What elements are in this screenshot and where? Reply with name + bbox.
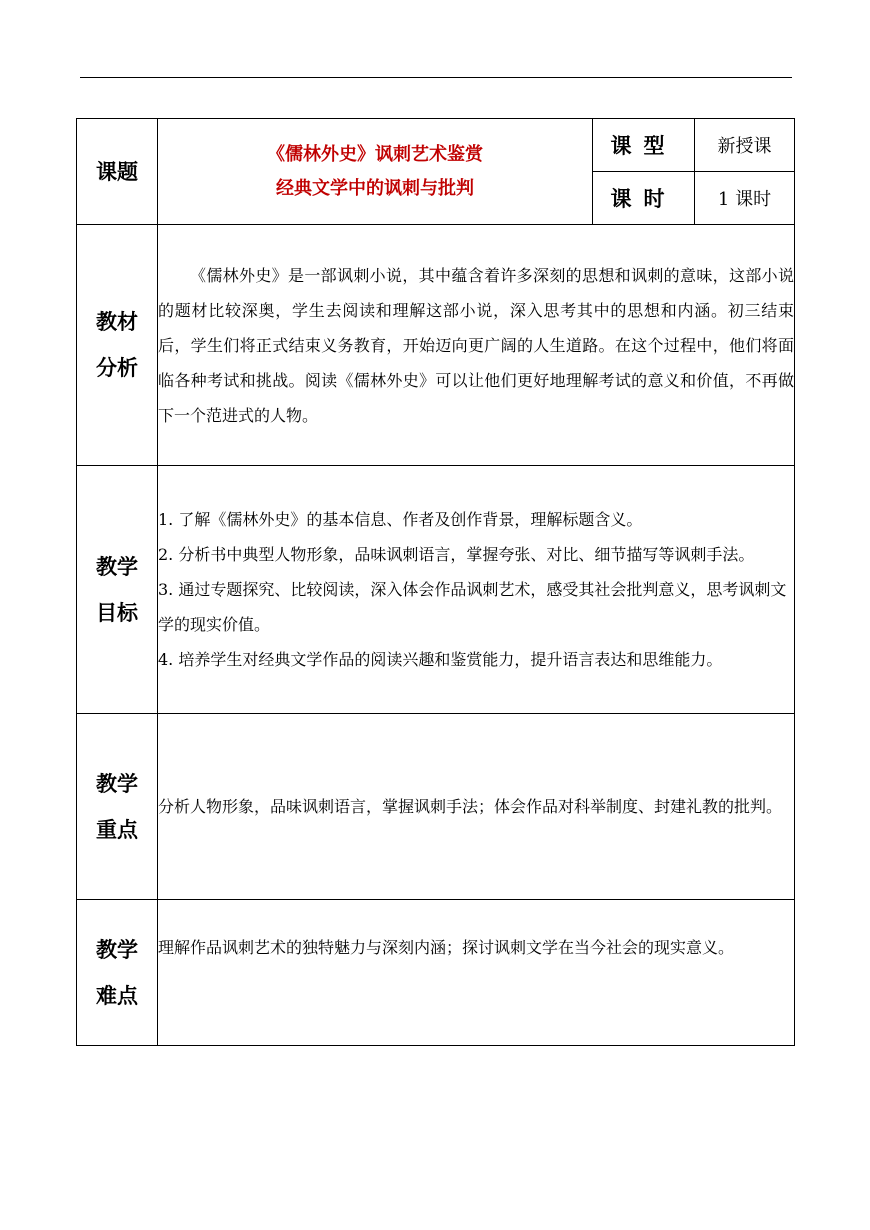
goal-item: 4. 培养学生对经典文学作品的阅读兴趣和鉴赏能力，提升语言表达和思维能力。 bbox=[158, 650, 723, 669]
goals-label-line1: 教学 bbox=[96, 554, 138, 579]
key-points-label bbox=[77, 714, 158, 900]
goals-label-line2: 目标 bbox=[96, 600, 138, 625]
lesson-type-label: 课型 bbox=[593, 119, 695, 172]
lesson-title bbox=[158, 119, 593, 225]
difficulties-label-line1: 教学 bbox=[96, 937, 138, 962]
lesson-title-line1: 《儒林外史》讽刺艺术鉴赏 bbox=[267, 143, 483, 165]
goal-item: 2. 分析书中典型人物形象，品味讽刺语言，掌握夸张、对比、细节描写等讽刺手法。 bbox=[158, 545, 755, 564]
analysis-label bbox=[77, 225, 158, 466]
key-points-text: 分析人物形象，品味讽刺语言，掌握讽刺手法；体会作品对科举制度、封建礼教的批判。 bbox=[158, 714, 795, 900]
topic-label: 课题 bbox=[77, 119, 158, 225]
analysis-label-line1: 教材 bbox=[96, 310, 138, 334]
key-points-label-line2: 重点 bbox=[96, 817, 138, 842]
goal-item: 1. 了解《儒林外史》的基本信息、作者及创作背景，理解标题含义。 bbox=[158, 510, 643, 529]
goals-list bbox=[158, 466, 795, 714]
difficulties-text: 理解作品讽刺艺术的独特魅力与深刻内涵；探讨讽刺文学在当今社会的现实意义。 bbox=[158, 900, 795, 1046]
goals-label bbox=[77, 466, 158, 714]
key-points-label-line1: 教学 bbox=[96, 771, 138, 796]
lesson-plan-table bbox=[76, 118, 795, 1046]
period-label: 课时 bbox=[593, 172, 695, 225]
goal-item: 3. 通过专题探究、比较阅读，深入体会作品讽刺艺术，感受其社会批判意义，思考讽刺文学的现实价值。 bbox=[158, 580, 787, 634]
analysis-text: 《儒林外史》是一部讽刺小说，其中蕴含着许多深刻的思想和讽刺的意味，这部小说的题材比较深奥，学生去阅读和理解这部小说，深入思考其中的思想和内涵。初三结束后，学生们将正式结束义务教育，开始迈向更广阔的人生道路。在这个过程中，他们将面临各种考试和挑战。阅读《儒林外史》可以让他们更好地理解考试的意义和价值，不再做下一个范进式的人物。 bbox=[158, 225, 795, 466]
difficulties-label bbox=[77, 900, 158, 1046]
header-rule bbox=[80, 77, 792, 78]
lesson-type-value: 新授课 bbox=[695, 119, 795, 172]
period-value: 1 课时 bbox=[695, 172, 795, 225]
difficulties-label-line2: 难点 bbox=[96, 983, 138, 1008]
lesson-title-line2: 经典文学中的讽刺与批判 bbox=[276, 177, 474, 199]
analysis-label-line2: 分析 bbox=[96, 356, 138, 380]
